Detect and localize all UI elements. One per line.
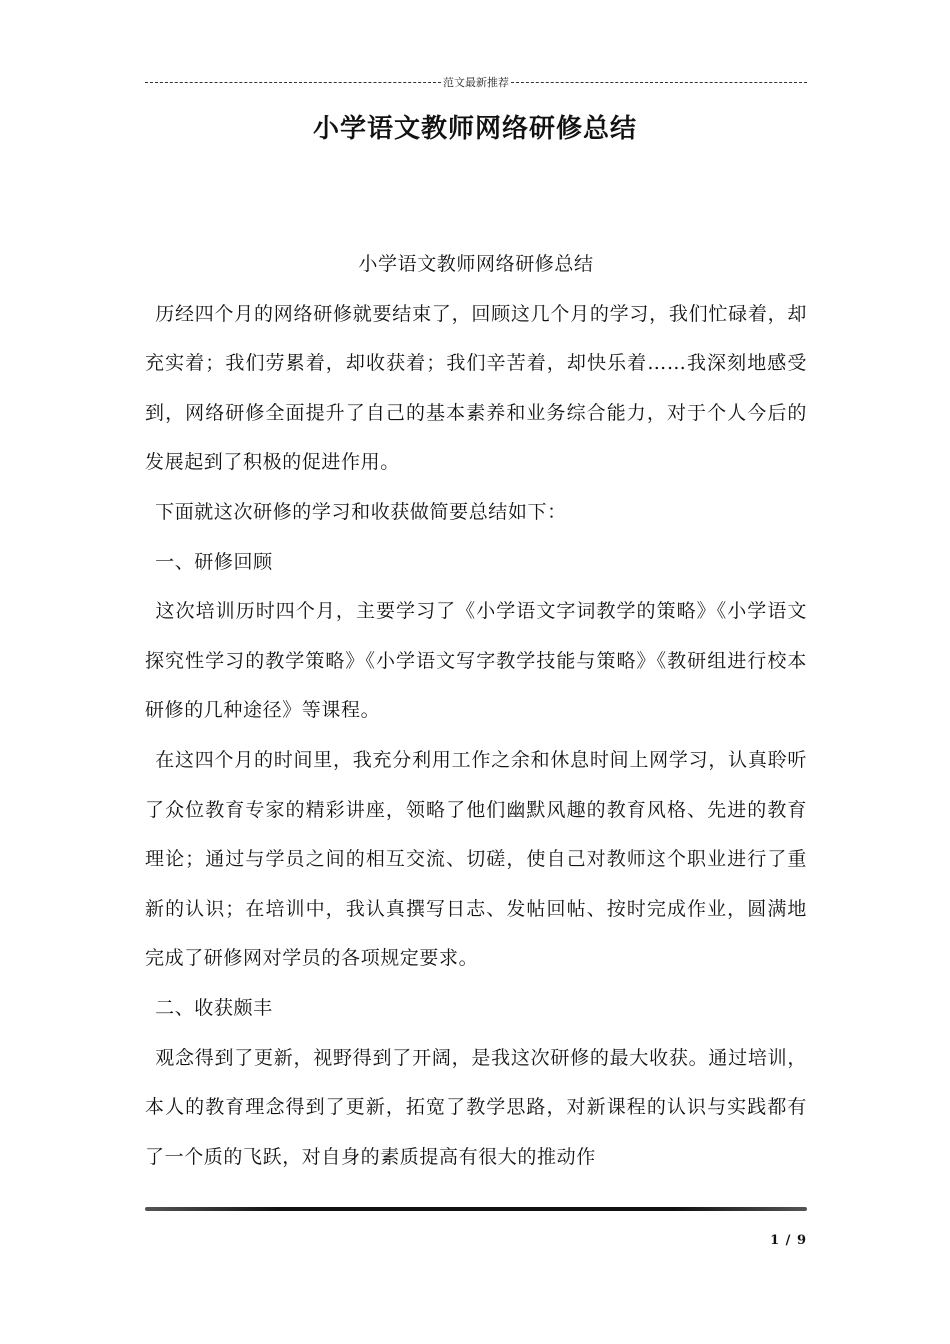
document-title: 小学语文教师网络研修总结 [312,114,637,144]
paragraph: 观念得到了更新，视野得到了开阔，是我这次研修的最大收获。通过培训，本人的教育理念得到了更新，拓宽了教学思路，对新课程的认识与实践都有了一个质的飞跃，对自身的素质提高有很大的推动作 [145,1046,807,1168]
paragraph: 下面就这次研修的学习和收获做简要总结如下： [155,500,567,523]
header-dash-right [511,82,807,83]
paragraph: 这次培训历时四个月，主要学习了《小学语文字词教学的策略》《小学语文探究性学习的教学策略》《小学语文写字教学技能与策略》《教研组进行校本研修的几种途径》等课程。 [145,600,807,722]
document-body [145,240,807,1182]
section-heading: 一、研修回顾 [155,550,273,573]
section-heading: 二、收获颇丰 [155,996,273,1019]
paragraph: 在这四个月的时间里，我充分利用工作之余和休息时间上网学习，认真聆听了众位教育专家的精彩讲座，领略了他们幽默风趣的教育风格、先进的教育理论；通过与学员之间的相互交流、切磋，使自己对教师这个职业进行了重新的认识；在培训中，我认真撰写日志、发帖回帖、按时完成作业，圆满地完成了研修网对学员的各项规定要求。 [145,748,807,970]
page-header [145,73,807,91]
paragraph: 历经四个月的网络研修就要结束了，回顾这几个月的学习，我们忙碌着，却充实着；我们劳累着，却收获着；我们辛苦着，却快乐着……我深刻地感受到，网络研修全面提升了自己的基本素养和业务综合能力，对于个人今后的发展起到了积极的促进作用。 [145,302,807,474]
page-number: 1 / 9 [770,1233,807,1248]
footer-rule [145,1207,807,1211]
document-subtitle: 小学语文教师网络研修总结 [358,253,594,275]
header-label: 范文最新推荐 [443,76,509,89]
header-dash-left [145,82,441,83]
